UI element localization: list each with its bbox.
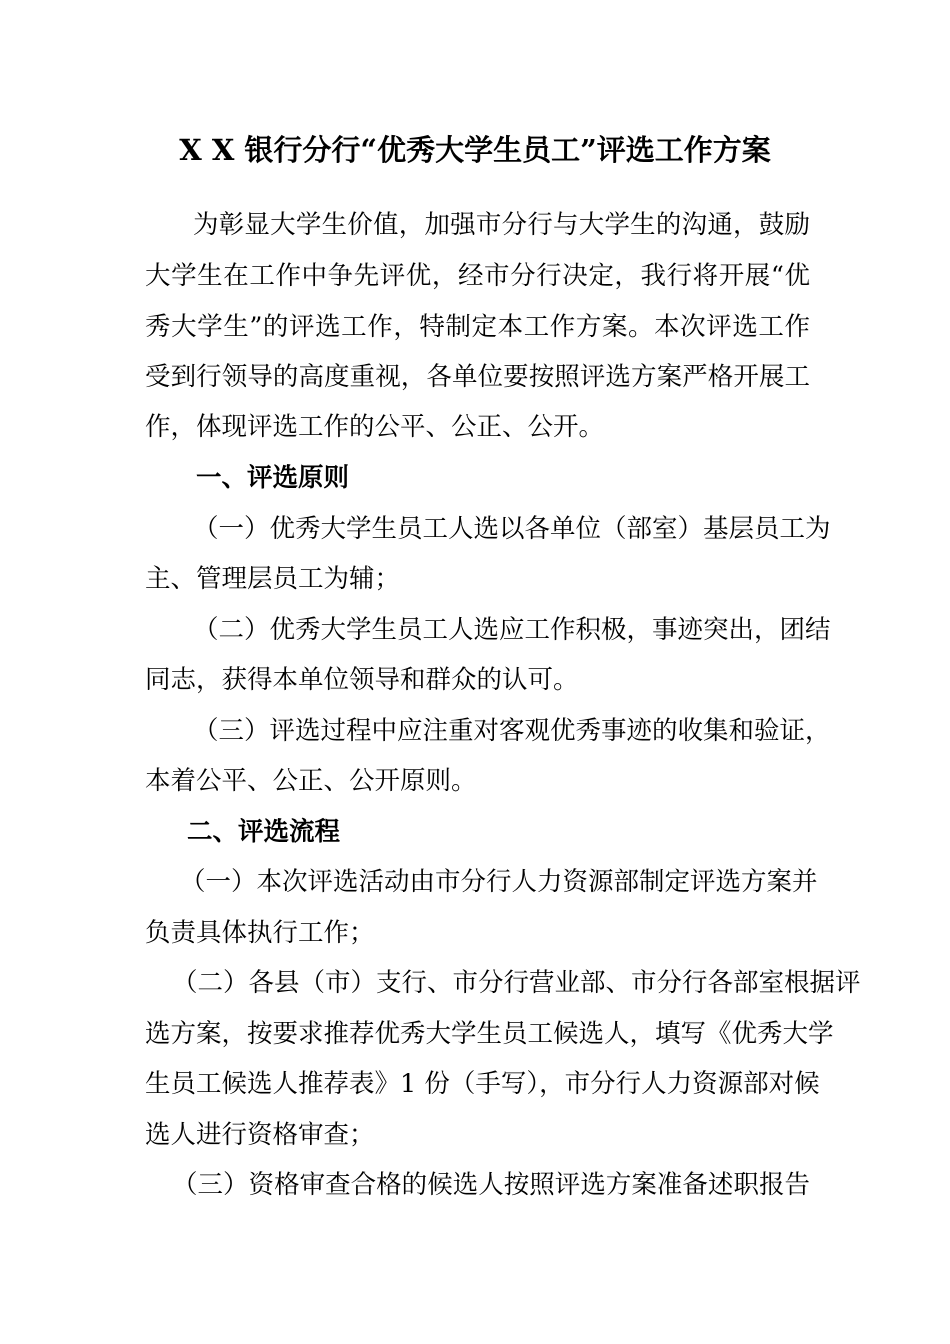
process-3-line-1: （三）资格审查合格的候选人按照评选方案准备述职报告 (172, 1170, 810, 1200)
process-2-line-1: （二）各县（市）支行、市分行营业部、市分行各部室根据评 (172, 968, 861, 998)
principle-1-line-1: （一）优秀大学生员工人选以各单位（部室）基层员工为 (193, 514, 831, 544)
section-heading-principles: 一、评选原则 (196, 463, 350, 493)
principle-2-line-2: 同志，获得本单位领导和群众的认可。 (145, 665, 579, 695)
intro-line-1: 为彰显大学生价值，加强市分行与大学生的沟通，鼓励 (193, 210, 810, 240)
process-1-line-2: 负责具体执行工作； (145, 918, 375, 948)
process-1-line-1: （一）本次评选活动由市分行人力资源部制定评选方案并 (180, 867, 818, 897)
intro-line-2: 大学生在工作中争先评优，经市分行决定，我行将开展“优 (145, 261, 810, 291)
principle-3-line-2: 本着公平、公正、公开原则。 (145, 766, 477, 796)
principle-1-line-2: 主、管理层员工为辅； (145, 564, 401, 594)
intro-line-4: 受到行领导的高度重视，各单位要按照评选方案严格开展工 (145, 362, 810, 392)
principle-2-line-1: （二）优秀大学生员工人选应工作积极，事迹突出，团结 (193, 615, 831, 645)
process-2-line-3: 生员工候选人推荐表》1 份（手写），市分行人力资源部对候 (145, 1069, 820, 1099)
intro-line-5: 作，体现评选工作的公平、公正、公开。 (145, 412, 605, 442)
process-2-line-2: 选方案，按要求推荐优秀大学生员工候选人，填写《优秀大学 (145, 1019, 834, 1049)
document-title: X X 银行分行“优秀大学生员工”评选工作方案 (179, 133, 771, 167)
intro-line-3: 秀大学生”的评选工作，特制定本工作方案。本次评选工作 (145, 312, 810, 342)
principle-3-line-1: （三）评选过程中应注重对客观优秀事迹的收集和验证， (193, 716, 831, 746)
section-heading-process: 二、评选流程 (187, 817, 341, 847)
process-2-line-4: 选人进行资格审查； (145, 1120, 375, 1150)
